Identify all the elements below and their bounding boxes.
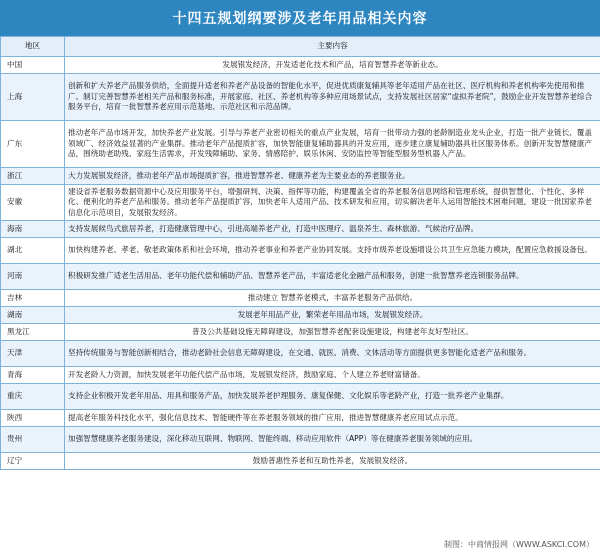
region-cell: 中国 <box>1 57 65 74</box>
content-cell: 发展银发经济，开发适老化技术和产品，培育智慧养老等新业态。 <box>65 57 600 74</box>
table-row <box>1 185 600 221</box>
source-credit: 制图：中商情报网（WWW.ASKCI.COM） <box>444 540 594 549</box>
table-row <box>1 307 600 324</box>
header-content: 主要内容 <box>65 37 600 57</box>
region-cell: 上海 <box>1 74 65 121</box>
table-row <box>1 427 600 453</box>
region-cell: 黑龙江 <box>1 324 65 341</box>
region-cell: 吉林 <box>1 290 65 307</box>
region-cell: 湖北 <box>1 238 65 264</box>
table-row <box>1 324 600 341</box>
content-cell: 推动建立 智慧养老模式，丰富养老服务产品供给。 <box>65 290 600 307</box>
table-row <box>1 238 600 264</box>
table-row <box>1 221 600 238</box>
policy-table <box>0 36 600 470</box>
region-cell: 湖南 <box>1 307 65 324</box>
table-row <box>1 341 600 367</box>
region-cell: 浙江 <box>1 168 65 185</box>
region-cell: 河南 <box>1 264 65 290</box>
region-cell: 天津 <box>1 341 65 367</box>
table-row <box>1 367 600 384</box>
region-cell: 重庆 <box>1 384 65 410</box>
region-cell: 广东 <box>1 121 65 168</box>
header-region: 地区 <box>1 37 65 57</box>
region-cell: 青海 <box>1 367 65 384</box>
table-row <box>1 57 600 74</box>
content-cell: 加强智慧健康养老服务建设，深化移动互联网、物联网、智能终端、移动应用软件（APP）等在健康养老服务领域的应用。 <box>65 427 600 453</box>
region-cell: 辽宁 <box>1 453 65 470</box>
table-row <box>1 453 600 470</box>
content-cell: 加快构建养老、孝老、敬老政策体系和社会环境，推动养老事业和养老产业协同发展。支持市级养老设施增设公共卫生应急能力模块，配置应急救援设备包。 <box>65 238 600 264</box>
content-cell: 建设省养老服务数据资源中心及应用服务平台，增强研判、决策、指挥等功能，构建覆盖全省的养老服务信息网络和管理系统，提供智慧化、个性化、多样化、便利化的养老产品和服务。推动老年产品提质扩容，加快老年人适用产品、技术研发和应用，切实解决老年人运用智能技术困难问题，建设一批国家养老信息化示范项目，发展银发经济。 <box>65 185 600 221</box>
content-cell: 大力发展银发经济，推动老年产品市场提质扩容，推进智慧养老、健康养老为主要业态的养老服务业。 <box>65 168 600 185</box>
content-cell: 鼓励普惠性养老和互助性养老，发展银发经济。 <box>65 453 600 470</box>
region-cell: 陕西 <box>1 410 65 427</box>
table-row <box>1 384 600 410</box>
content-cell: 支持企业积极开发老年用品、用具和服务产品，加快发展养老护理服务、康复保健、文化娱乐等老龄产业，打造一批养老产业集群。 <box>65 384 600 410</box>
table-row <box>1 290 600 307</box>
content-cell: 创新和扩大养老产品服务供给，全面提升适老和养老产品设备的智能化水平，促进优质康复辅具等老年适用产品在社区、医疗机构和养老机构率先使用和推广。制订完善智慧养老相关产品和服务标准，开展家庭、社区、养老机构等多种应用场景试点，支持发展社区居家“虚拟养老院”，鼓励企业开发智慧养老综合服务平台，培育一批智慧养老应用示范基地、示范社区和示范品牌。 <box>65 74 600 121</box>
table-row <box>1 121 600 168</box>
content-cell: 提高老年服务科技化水平，强化信息技术、智能硬件等在养老服务领域的推广应用，推进智慧健康养老应用试点示范。 <box>65 410 600 427</box>
content-cell: 积极研发推广适老生活用品、老年功能代偿和辅助产品、智慧养老产品，丰富适老化金融产品和服务，创建一批智慧养老连锁服务品牌。 <box>65 264 600 290</box>
table-header-row <box>1 37 600 57</box>
table-row <box>1 410 600 427</box>
region-cell: 贵州 <box>1 427 65 453</box>
content-cell: 推动老年产品市场开发，加快养老产业发展。引导与养老产业密切相关的重点产业发展，培育一批带动力强的老龄制造业龙头企业，打造一批产业链长、覆盖领域广、经济效益显著的产业集群。推动老年产品提质扩容，加快智能康复辅助器具的开发应用，逐步建立康复辅助器具社区服务体系。创新开发智慧健康产品，围绕助老助残、家庭生活需求，开发残障辅助、家务、情感陪护、娱乐休闲、安防监控等智能型服务型机器人产品。 <box>65 121 600 168</box>
table-body <box>1 57 600 470</box>
region-cell: 安徽 <box>1 185 65 221</box>
content-cell: 普及公共基础设施无障碍建设，加强智慧养老配套设施建设，构建老年友好型社区。 <box>65 324 600 341</box>
document-title: 十四五规划纲要涉及老年用品相关内容 <box>0 0 600 36</box>
content-cell: 支持发展候鸟式旅居养老，打造健康管理中心，引进高端养老产业，打造中医理疗、温泉养生、森林旅游、气候治疗品牌。 <box>65 221 600 238</box>
table-row <box>1 264 600 290</box>
content-cell: 发展老年用品产业，繁荣老年用品市场，发展银发经济。 <box>65 307 600 324</box>
content-cell: 开发老龄人力资源，加快发展老年功能代偿产品市场，发展银发经济，鼓励家庭、个人建立养老财富储备。 <box>65 367 600 384</box>
table-row <box>1 74 600 121</box>
region-cell: 海南 <box>1 221 65 238</box>
content-cell: 坚持传统服务与智能创新相结合，推动老龄社会信息无障碍建设，在交通、就医、消费、文体活动等方面提供更多智能化适老产品和服务。 <box>65 341 600 367</box>
table-row <box>1 168 600 185</box>
